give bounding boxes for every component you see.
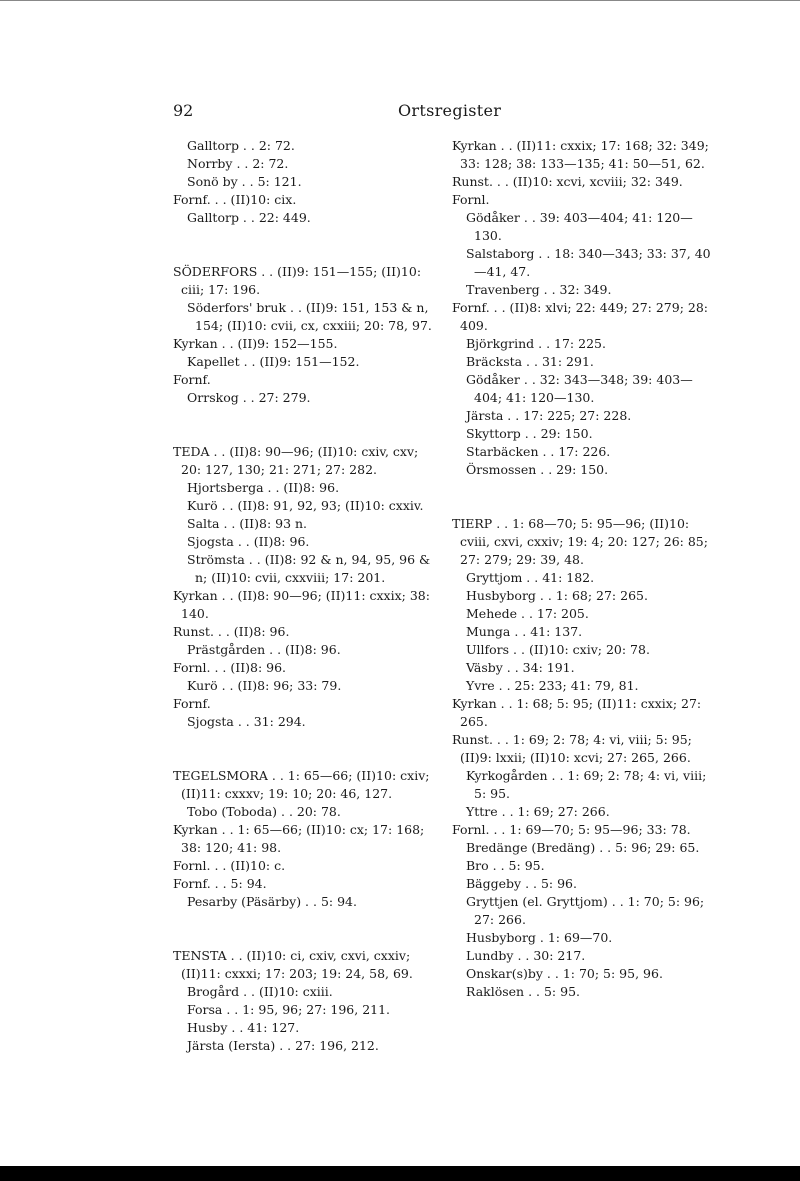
index-entry: TEDA . . (II)8: 90—96; (II)10: cxiv, cxv; 20: 127, 130; 21: 271; 27: 282. bbox=[173, 444, 419, 477]
index-entry: Fornf. bbox=[173, 372, 211, 387]
index-subentry: Galltorp . . 22: 449. bbox=[187, 210, 311, 225]
index-subentry: Järsta (Iersta) . . 27: 196, 212. bbox=[187, 1038, 379, 1053]
index-subentry: Söderfors' bruk . . (II)9: 151, 153 & n, 154; (II)10: cvii, cx, cxxiii; 20: 78, 97. bbox=[187, 300, 432, 333]
page-number: 92 bbox=[173, 101, 194, 120]
index-entry: Kyrkan . . 1: 68; 5: 95; (II)11: cxxix; 27: 265. bbox=[452, 696, 702, 729]
index-subentry: Björkgrind . . 17: 225. bbox=[466, 336, 606, 351]
scan-bottom-edge bbox=[0, 1166, 800, 1181]
index-subentry: Gryttjom . . 41: 182. bbox=[466, 570, 595, 585]
index-entry: Kyrkan . . (II)9: 152—155. bbox=[173, 336, 338, 351]
index-subentry: Raklösen . . 5: 95. bbox=[466, 984, 580, 999]
index-subentry: Örsmossen . . 29: 150. bbox=[466, 462, 609, 477]
index-column-left bbox=[173, 137, 435, 1055]
index-entry: Kyrkan . . (II)8: 90—96; (II)11: cxxix; 38: 140. bbox=[173, 588, 430, 621]
index-subentry: Bredänge (Bredäng) . . 5: 96; 29: 65. bbox=[466, 840, 700, 855]
index-entry: Runst. . . 1: 69; 2: 78; 4: vi, viii; 5: 95; (II)9: lxxii; (II)10: xcvi; 27: 265, 266. bbox=[452, 732, 692, 765]
index-subentry: Prästgården . . (II)8: 96. bbox=[187, 642, 341, 657]
index-subentry: Kyrkogården . . 1: 69; 2: 78; 4: vi, viii; 5: 95. bbox=[466, 768, 707, 801]
index-subentry: Husbyborg . 1: 69—70. bbox=[466, 930, 613, 945]
index-subentry: Salstaborg . . 18: 340—343; 33: 37, 40—41, 47. bbox=[466, 246, 711, 279]
index-subentry: Tobo (Toboda) . . 20: 78. bbox=[187, 804, 341, 819]
index-subentry: Mehede . . 17: 205. bbox=[466, 606, 589, 621]
index-entry: Kyrkan . . 1: 65—66; (II)10: cx; 17: 168; 38: 120; 41: 98. bbox=[173, 822, 425, 855]
top-scan-edge bbox=[0, 0, 800, 1]
index-entry: TEGELSMORA . . 1: 65—66; (II)10: cxiv; (II)11: cxxxv; 19: 10; 20: 46, 127. bbox=[173, 768, 430, 801]
index-subentry: Kurö . . (II)8: 96; 33: 79. bbox=[187, 678, 342, 693]
index-subentry: Strömsta . . (II)8: 92 & n, 94, 95, 96 & n; (II)10: cvii, cxxviii; 17: 201. bbox=[187, 552, 431, 585]
index-subentry: Forsa . . 1: 95, 96; 27: 196, 211. bbox=[187, 1002, 391, 1017]
index-subentry: Norrby . . 2: 72. bbox=[187, 156, 289, 171]
index-subentry: Gryttjen (el. Gryttjom) . . 1: 70; 5: 96; 27: 266. bbox=[466, 894, 705, 927]
index-entry: SÖDERFORS . . (II)9: 151—155; (II)10: ciii; 17: 196. bbox=[173, 264, 422, 297]
index-subentry: Gödåker . . 32: 343—348; 39: 403—404; 41: 120—130. bbox=[466, 372, 693, 405]
index-entry: Fornf. bbox=[173, 696, 211, 711]
index-subentry: Bäggeby . . 5: 96. bbox=[466, 876, 577, 891]
index-subentry: Väsby . . 34: 191. bbox=[466, 660, 575, 675]
index-column-right bbox=[452, 137, 714, 1001]
index-entry: Fornf. . . (II)10: cix. bbox=[173, 192, 297, 207]
index-subentry: Lundby . . 30: 217. bbox=[466, 948, 586, 963]
index-subentry: Kurö . . (II)8: 91, 92, 93; (II)10: cxxiv. bbox=[187, 498, 424, 513]
index-subentry: Yvre . . 25: 233; 41: 79, 81. bbox=[466, 678, 639, 693]
index-entry: Fornf. . . 5: 94. bbox=[173, 876, 267, 891]
index-entry: Fornl. . . (II)10: c. bbox=[173, 858, 286, 873]
index-subentry: Galltorp . . 2: 72. bbox=[187, 138, 295, 153]
index-subentry: Starbäcken . . 17: 226. bbox=[466, 444, 611, 459]
index-subentry: Husbyborg . . 1: 68; 27: 265. bbox=[466, 588, 648, 603]
index-subentry: Brogård . . (II)10: cxiii. bbox=[187, 984, 333, 999]
index-subentry: Husby . . 41: 127. bbox=[187, 1020, 300, 1035]
index-subentry: Yttre . . 1: 69; 27: 266. bbox=[466, 804, 610, 819]
index-subentry: Hjortsberga . . (II)8: 96. bbox=[187, 480, 340, 495]
index-subentry: Järsta . . 17: 225; 27: 228. bbox=[466, 408, 632, 423]
index-entry: Runst. . . (II)10: xcvi, xcviii; 32: 349. bbox=[452, 174, 683, 189]
index-entry: TIERP . . 1: 68—70; 5: 95—96; (II)10: cviii, cxvi, cxxiv; 19: 4; 20: 127; 26: 85; 27: 279; 29: 39, 48. bbox=[452, 516, 708, 567]
index-subentry: Gödåker . . 39: 403—404; 41: 120—130. bbox=[466, 210, 693, 243]
index-subentry: Salta . . (II)8: 93 n. bbox=[187, 516, 308, 531]
index-subentry: Munga . . 41: 137. bbox=[466, 624, 583, 639]
index-subentry: Travenberg . . 32: 349. bbox=[466, 282, 612, 297]
index-subentry: Sonö by . . 5: 121. bbox=[187, 174, 302, 189]
index-subentry: Bro . . 5: 95. bbox=[466, 858, 545, 873]
index-subentry: Kapellet . . (II)9: 151—152. bbox=[187, 354, 360, 369]
index-subentry: Onskar(s)by . . 1: 70; 5: 95, 96. bbox=[466, 966, 663, 981]
index-subentry: Orrskog . . 27: 279. bbox=[187, 390, 311, 405]
index-entry: Fornl. . . 1: 69—70; 5: 95—96; 33: 78. bbox=[452, 822, 691, 837]
index-entry: Fornl. . . (II)8: 96. bbox=[173, 660, 287, 675]
index-entry: TENSTA . . (II)10: ci, cxiv, cxvi, cxxiv; (II)11: cxxxi; 17: 203; 19: 24, 58, 69. bbox=[173, 948, 413, 981]
index-subentry: Ullfors . . (II)10: cxiv; 20: 78. bbox=[466, 642, 650, 657]
index-subentry: Bräcksta . . 31: 291. bbox=[466, 354, 594, 369]
index-subentry: Sjogsta . . 31: 294. bbox=[187, 714, 306, 729]
index-subentry: Skyttorp . . 29: 150. bbox=[466, 426, 593, 441]
index-subentry: Pesarby (Päsärby) . . 5: 94. bbox=[187, 894, 357, 909]
index-subentry: Sjogsta . . (II)8: 96. bbox=[187, 534, 310, 549]
index-entry: Runst. . . (II)8: 96. bbox=[173, 624, 290, 639]
running-head: Ortsregister bbox=[398, 101, 502, 120]
index-entry: Kyrkan . . (II)11: cxxix; 17: 168; 32: 349; 33: 128; 38: 133—135; 41: 50—51, 62. bbox=[452, 138, 709, 171]
index-entry: Fornl. bbox=[452, 192, 490, 207]
index-entry: Fornf. . . (II)8: xlvi; 22: 449; 27: 279; 28: 409. bbox=[452, 300, 709, 333]
